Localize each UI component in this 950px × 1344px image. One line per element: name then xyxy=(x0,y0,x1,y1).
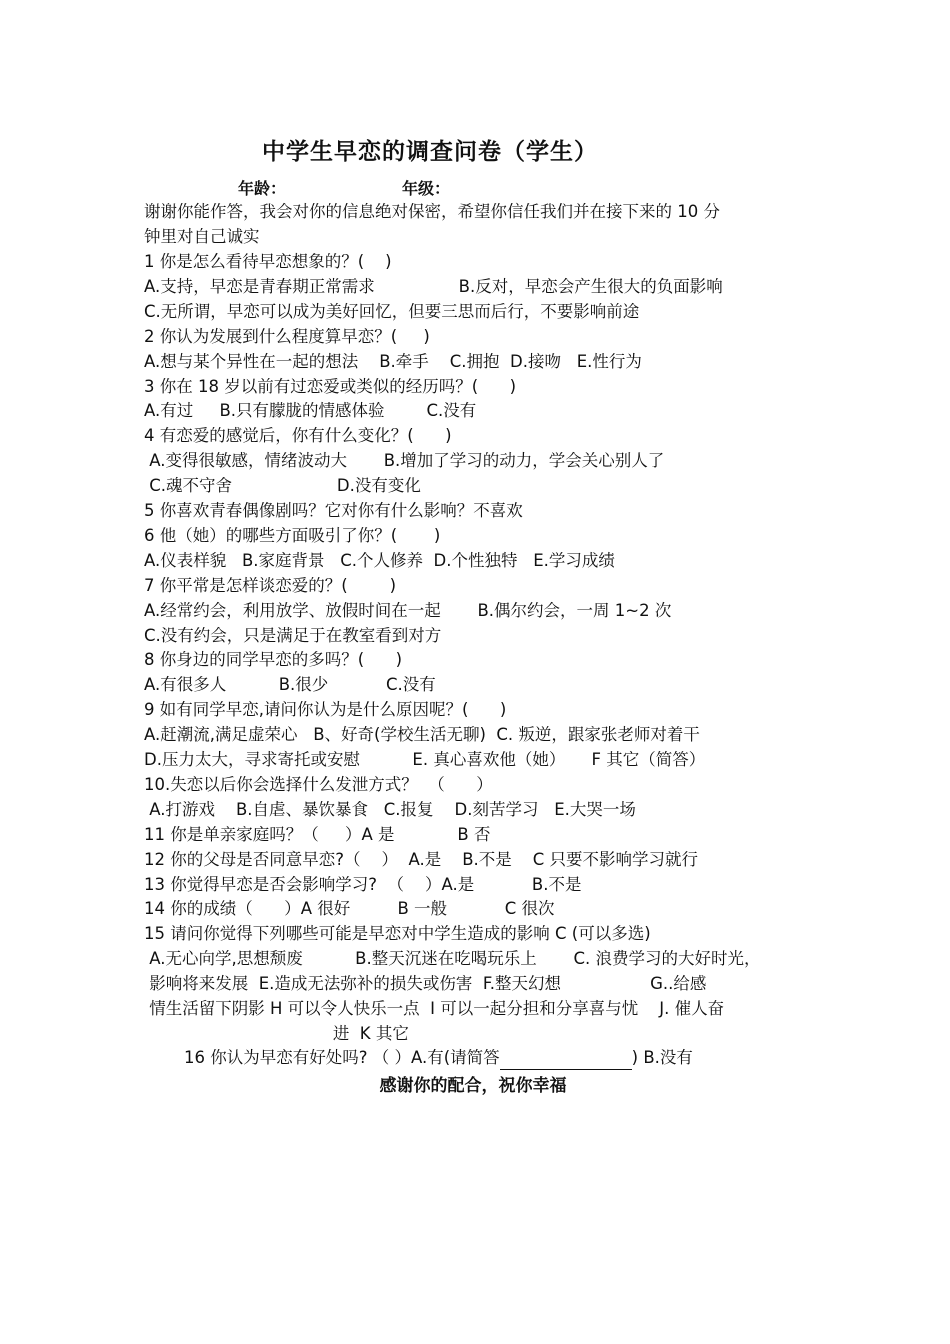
question-line: 情生活留下阴影 H 可以令人快乐一点 I 可以一起分担和分享喜与忧 J. 催人奋 xyxy=(144,999,725,1018)
question-line: A.想与某个异性在一起的想法 B.牵手 C.拥抱 D.接吻 E.性行为 xyxy=(144,351,642,371)
question-line: C.没有约会，只是满足于在教室看到对方 xyxy=(144,625,442,645)
question-line: A.支持，早恋是青春期正常需求 B.反对，早恋会产生很大的负面影响 xyxy=(144,276,723,296)
question-line: D.压力太大，寻求寄托或安慰 E. 真心喜欢他（她） F 其它（简答） xyxy=(144,750,706,769)
question-line: 10.失恋以后你会选择什么发泄方式？ （ ） xyxy=(144,774,493,794)
q16-suffix: ) B.没有 xyxy=(631,1048,693,1067)
q16-answer-blank[interactable] xyxy=(500,1051,632,1070)
question-line: 5 你喜欢青春偶像剧吗？它对你有什么影响？不喜欢 xyxy=(144,501,523,520)
question-line: 14 你的成绩（ ）A 很好 B 一般 C 很次 xyxy=(144,899,555,919)
question-line: A.变得很敏感，情绪波动大 B.增加了学习的动力，学会关心别人了 xyxy=(144,451,665,471)
question-line: 影响将来发展 E.造成无法弥补的损失或伤害 F.整天幻想 G..给感 xyxy=(144,974,707,994)
title-text: 中学生早恋的调查问卷（学生） xyxy=(262,139,598,165)
question-line: 6 他（她）的哪些方面吸引了你？( ) xyxy=(144,525,441,545)
grade-label: 年级： xyxy=(402,179,451,198)
question-line: 进 K 其它 xyxy=(144,1023,409,1043)
question-line: A.经常约会，利用放学、放假时间在一起 B.偶尔约会，一周 1~2 次 xyxy=(144,600,672,620)
question-line: A.赶潮流,满足虚荣心 B、好奇(学校生活无聊) C. 叛逆，跟家张老师对着干 xyxy=(144,725,700,745)
question-line: 15 请问你觉得下列哪些可能是早恋对中学生造成的影响 C (可以多选) xyxy=(144,924,651,944)
question-line: 3 你在 18 岁以前有过恋爱或类似的经历吗？( ) xyxy=(144,376,517,396)
question-line: 13 你觉得早恋是否会影响学习? （ ）A.是 B.不是 xyxy=(144,874,582,894)
question-line: A.有很多人 B.很少 C.没有 xyxy=(144,675,436,695)
question-line: 9 如有同学早恋,请问你认为是什么原因呢？( ) xyxy=(144,700,507,720)
question-line: C.魂不守舍 D.没有变化 xyxy=(144,476,421,496)
closing-thanks xyxy=(0,1071,950,1096)
question-line: C.无所谓，早恋可以成为美好回忆，但要三思而后行，不要影响前途 xyxy=(144,301,640,321)
question-line: 1 你是怎么看待早恋想象的？( ) xyxy=(144,252,392,271)
question-line: 12 你的父母是否同意早恋?（ ） A.是 B.不是 C 只要不影响学习就行 xyxy=(144,849,698,869)
question-line: A.打游戏 B.自虐、暴饮暴食 C.报复 D.刻苦学习 E.大哭一场 xyxy=(144,799,636,819)
thanks-text: 感谢你的配合，祝你幸福 xyxy=(379,1076,567,1096)
intro-line: 谢谢你能作答，我会对你的信息绝对保密，希望你信任我们并在接下来的 10 分 xyxy=(144,202,720,221)
q16-prefix: 16 你认为早恋有好处吗? （ ）A.有(请简答 xyxy=(184,1048,500,1067)
age-label: 年龄： xyxy=(238,179,287,198)
question-16 xyxy=(184,1046,693,1070)
question-line: 11 你是单亲家庭吗？（ ）A 是 B 否 xyxy=(144,824,491,844)
question-line: A.有过 B.只有朦胧的情感体验 C.没有 xyxy=(144,401,477,421)
page-title xyxy=(0,133,950,166)
question-line: A.无心向学,思想颓废 B.整天沉迷在吃喝玩乐上 C. 浪费学习的大好时光， xyxy=(144,949,761,969)
intro-line: 钟里对自己诚实 xyxy=(144,227,260,246)
question-line: 7 你平常是怎样谈恋爱的？( ) xyxy=(144,575,397,595)
question-line: 2 你认为发展到什么程度算早恋？( ) xyxy=(144,326,430,346)
question-line: 8 你身边的同学早恋的多吗？( ) xyxy=(144,650,403,670)
question-line: A.仪表样貌 B.家庭背景 C.个人修养 D.个性独特 E.学习成绩 xyxy=(144,550,615,570)
question-line: 4 有恋爱的感觉后，你有什么变化？( ) xyxy=(144,426,452,446)
